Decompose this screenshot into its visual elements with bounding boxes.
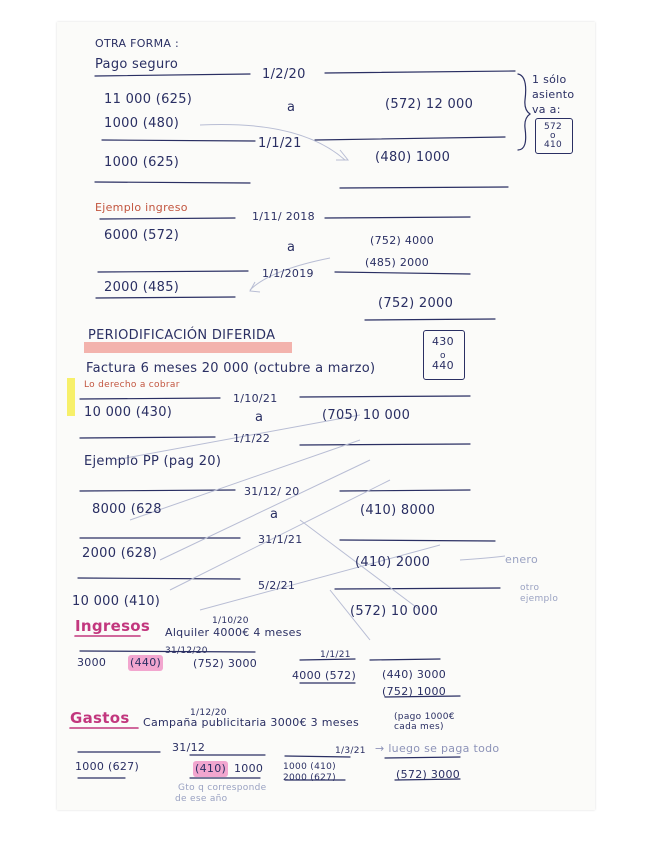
entry-left: 11 000 (625) (104, 92, 193, 107)
derecho-note: Lo derecho a cobrar (84, 380, 180, 390)
entry-mid: a (270, 507, 279, 522)
date-label: 1/1/21 (320, 650, 351, 660)
factura-line: Factura 6 meses 20 000 (octubre a marzo) (86, 361, 376, 376)
entry-right: (752) 3000 (193, 657, 258, 670)
highlighted-account: (410) (195, 762, 227, 775)
entry-right: (572) 12 000 (385, 97, 474, 112)
gto-note-2: de ese año (175, 794, 228, 804)
entry-right: (705) 10 000 (322, 408, 411, 423)
pago-note: (pago 1000€ cada mes) (394, 712, 455, 732)
brace-note-3: va a: (532, 103, 561, 116)
entry-mid: a (287, 240, 296, 255)
entry-left: 4000 (572) (292, 669, 357, 682)
luego-note: → luego se paga todo (375, 742, 500, 755)
campana-line: Campaña publicitaria 3000€ 3 meses (143, 716, 359, 729)
note-enero: enero (505, 553, 539, 566)
note-otro: otro (520, 583, 540, 593)
date-label: 1/1/2019 (262, 267, 314, 280)
entry-left: 6000 (572) (104, 228, 180, 243)
entry-small: 2000 (627) (283, 773, 336, 783)
date-label: 1/1/22 (233, 432, 271, 445)
heading-gastos: Gastos (70, 709, 130, 727)
entry-left: 10 000 (430) (84, 405, 173, 420)
heading-ingresos: Ingresos (75, 617, 151, 635)
box-text-1: 572 (544, 122, 563, 132)
entry-right: (572) 10 000 (350, 604, 439, 619)
date-label: 1/3/21 (335, 746, 366, 756)
brace-note-1: 1 sólo (532, 73, 567, 86)
gto-note-1: Gto q corresponde (178, 783, 267, 793)
box-text-3: 440 (432, 359, 454, 372)
heading-otra-forma: OTRA FORMA : (95, 37, 180, 50)
box-text-2: o (550, 131, 556, 141)
date-label: 1/10/21 (233, 392, 278, 405)
date-label: 5/2/21 (258, 579, 296, 592)
date-label: 31/12/ 20 (244, 485, 300, 498)
heading-periodificacion: PERIODIFICACIÓN DIFERIDA (88, 328, 276, 343)
subheading-ejemplo-ingreso: Ejemplo ingreso (95, 201, 188, 214)
entry-right: (752) 4000 (370, 234, 435, 247)
subheading-ejemplo-pp: Ejemplo PP (pag 20) (84, 454, 222, 469)
date-label: 1/12/20 (190, 708, 227, 718)
brace-note-2: asiento (532, 88, 575, 101)
entry-small: 1000 (410) (283, 762, 336, 772)
entry-left: 2000 (485) (104, 280, 180, 295)
entry-left: 8000 (628 (92, 502, 162, 517)
entry-left: 10 000 (410) (72, 594, 161, 609)
date-label: 31/12 (172, 741, 206, 754)
subheading-pago-seguro: Pago seguro (95, 57, 179, 72)
alquiler-line: Alquiler 4000€ 4 meses (165, 626, 302, 639)
box-text-1: 430 (432, 335, 454, 348)
entry-left: 2000 (628) (82, 546, 158, 561)
entry-right: (752) 2000 (378, 296, 454, 311)
note-ejemplo: ejemplo (520, 594, 559, 604)
entry-right: (572) 3000 (396, 768, 461, 781)
entry-right: (480) 1000 (375, 150, 451, 165)
date-label: 1/11/ 2018 (252, 210, 315, 223)
date-label: 1/1/21 (258, 136, 302, 151)
date-label: 1/10/20 (212, 616, 249, 626)
entry-right: (752) 1000 (382, 685, 447, 698)
entry-mid: 1000 (234, 762, 264, 775)
entry-right: (485) 2000 (365, 256, 430, 269)
entry-right: (410) 2000 (355, 555, 431, 570)
entry-mid: a (287, 100, 296, 115)
entry-left: 3000 (77, 656, 107, 669)
entry-left: 1000 (480) (104, 116, 180, 131)
box-text-3: 410 (544, 140, 563, 150)
date-label: 31/1/21 (258, 533, 303, 546)
entry-left: 1000 (627) (75, 760, 140, 773)
box-text-2: o (440, 351, 446, 361)
entry-left: 1000 (625) (104, 155, 180, 170)
date-label: 1/2/20 (262, 67, 306, 82)
entry-right: (440) 3000 (382, 668, 447, 681)
highlighted-account: (440) (130, 656, 162, 669)
entry-right: (410) 8000 (360, 503, 436, 518)
date-label: 31/12/20 (165, 646, 208, 656)
entry-mid: a (255, 410, 264, 425)
